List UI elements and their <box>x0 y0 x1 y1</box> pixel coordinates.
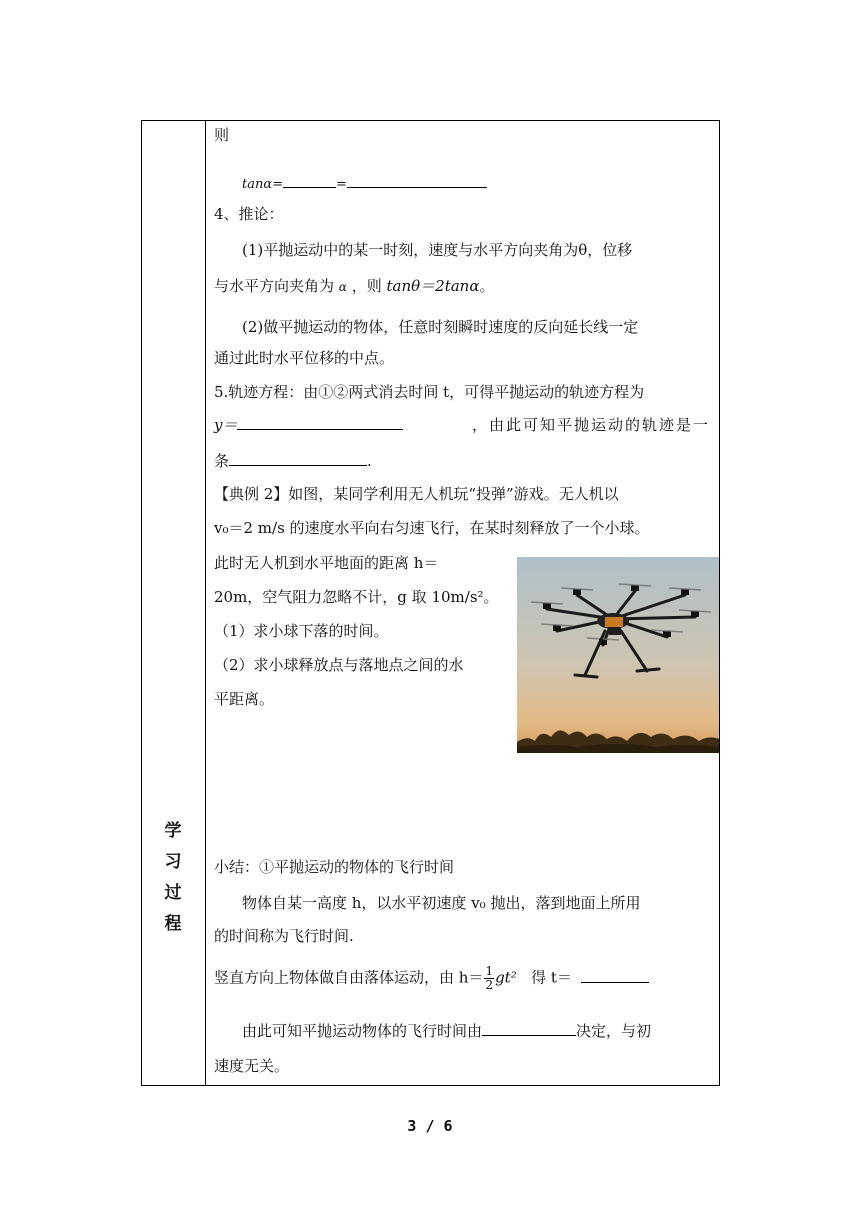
page-number: 3 / 6 <box>407 1117 453 1135</box>
text-line: 的时间称为飞行时间. <box>214 927 354 945</box>
text-line: 由此可知平抛运动物体的飞行时间由 决定，与初 <box>242 1022 652 1040</box>
text-line: 4、推论： <box>214 205 284 223</box>
text-line: 此时无人机到水平地面的距离 h＝ <box>214 554 439 572</box>
answer-blank[interactable] <box>283 173 336 188</box>
text-line: 物体自某一高度 h，以水平初速度 v₀ 抛出，落到地面上所用 <box>242 894 641 912</box>
summary-title: 小结：①平抛运动的物体的飞行时间 <box>214 858 455 876</box>
text-line: 平距离。 <box>214 690 275 708</box>
side-label-char: 过 <box>164 883 182 903</box>
text-line: (1)平抛运动中的某一时刻，速度与水平方向夹角为θ，位移 <box>242 241 633 259</box>
tan-formula-line: tanα= = <box>242 173 487 195</box>
side-label-char: 学 <box>164 821 182 841</box>
text-line: 速度无关。 <box>214 1057 290 1075</box>
text-line: 与水平方向夹角为 α ，则 tanθ＝2tanα。 <box>214 277 495 295</box>
flight-time-formula: 竖直方向上物体做自由落体运动，由 h＝ $\frac{1}{2}$ gt² 得 t＝ <box>214 965 649 992</box>
answer-blank[interactable] <box>347 173 487 188</box>
text-line: 【典例 2】如图，某同学利用无人机玩“投弹”游戏。无人机以 <box>214 485 619 503</box>
question-2: （2）求小球释放点与落地点之间的水 <box>214 656 464 674</box>
text-line: 条 . <box>214 452 372 470</box>
question-1: （1）求小球下落的时间。 <box>214 622 389 640</box>
side-label-char: 习 <box>164 852 182 872</box>
text-line: 则 <box>214 126 230 144</box>
text-line: v₀＝2 m/s 的速度水平向右匀速飞行，在某时刻释放了一个小球。 <box>214 519 650 537</box>
answer-blank[interactable] <box>237 415 403 430</box>
drone-photo <box>517 557 719 753</box>
answer-blank[interactable] <box>482 1021 576 1036</box>
text-line: (2)做平抛运动的物体，任意时刻瞬时速度的反向延长线一定 <box>242 318 639 336</box>
column-divider <box>205 120 206 1086</box>
side-label-char: 程 <box>164 914 182 934</box>
text-line: y＝ ，由此可知平抛运动的轨迹是一 <box>214 416 710 434</box>
text-line: 20m，空气阻力忽略不计，g 取 10m/s²。 <box>214 588 499 606</box>
fraction: $\frac{1}{2}$ <box>485 964 494 992</box>
answer-blank[interactable] <box>581 968 649 983</box>
answer-blank[interactable] <box>229 451 367 466</box>
text-line: 5.轨迹方程：由①②两式消去时间 t，可得平抛运动的轨迹方程为 <box>214 383 645 401</box>
text-line: 通过此时水平位移的中点。 <box>214 349 395 367</box>
